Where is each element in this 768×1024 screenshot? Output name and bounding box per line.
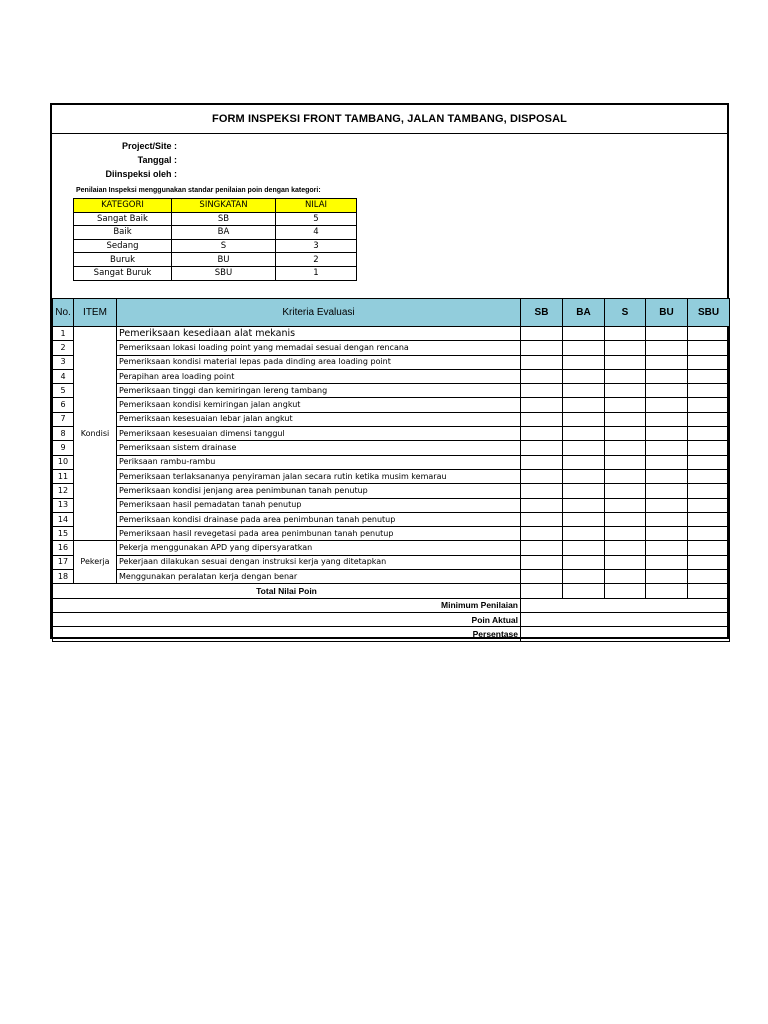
criteria-text: Pemeriksaan hasil pemadatan tanah penutup [117, 498, 521, 512]
s-cell[interactable] [605, 441, 646, 455]
sbu-cell[interactable] [688, 441, 730, 455]
no-header: No. [53, 299, 74, 327]
bu-cell[interactable] [646, 427, 688, 441]
sbu-cell[interactable] [688, 327, 730, 341]
criteria-text: Periksaan rambu-rambu [117, 455, 521, 469]
form-info-section [52, 134, 727, 298]
bu-cell[interactable] [646, 455, 688, 469]
table-row [53, 570, 730, 584]
row-number: 15 [53, 527, 74, 541]
s-cell[interactable] [605, 469, 646, 483]
criteria-text: Pemeriksaan kesesuaian lebar jalan angkut [117, 412, 521, 426]
bu-cell[interactable] [646, 398, 688, 412]
bu-cell[interactable] [646, 484, 688, 498]
sbu-cell[interactable] [688, 398, 730, 412]
ba-cell[interactable] [563, 512, 605, 526]
criteria-text: Pemeriksaan terlaksananya penyiraman jalan secara rutin ketika musim kemarau [117, 469, 521, 483]
ba-cell[interactable] [563, 541, 605, 555]
category-name: Sangat Baik [74, 212, 172, 226]
criteria-text: Pemeriksaan kondisi jenjang area penimbunan tanah penutup [117, 484, 521, 498]
table-row [53, 412, 730, 426]
s-cell[interactable] [605, 484, 646, 498]
s-cell[interactable] [605, 355, 646, 369]
category-abbr: BA [172, 226, 276, 240]
bu-cell[interactable] [646, 555, 688, 569]
s-cell[interactable] [605, 455, 646, 469]
persentase-row [53, 627, 730, 641]
category-row [74, 226, 357, 240]
persentase-label: Persentase [53, 627, 521, 641]
sb-total-cell[interactable] [521, 584, 563, 598]
sb-cell[interactable] [521, 498, 563, 512]
s-cell[interactable] [605, 341, 646, 355]
row-number: 6 [53, 398, 74, 412]
category-value: 5 [276, 212, 357, 226]
ba-cell[interactable] [563, 398, 605, 412]
sb-cell[interactable] [521, 398, 563, 412]
sbu-cell[interactable] [688, 555, 730, 569]
sb-cell[interactable] [521, 327, 563, 341]
abbreviation-header: SINGKATAN [172, 199, 276, 213]
bu-header: BU [646, 299, 688, 327]
ba-cell[interactable] [563, 469, 605, 483]
criteria-text: Pemeriksaan kesediaan alat mekanis [117, 327, 521, 341]
category-header: KATEGORI [74, 199, 172, 213]
evaluation-table [52, 298, 730, 642]
sb-cell[interactable] [521, 427, 563, 441]
table-row [53, 555, 730, 569]
sbu-cell[interactable] [688, 527, 730, 541]
kriteria-header: Kriteria Evaluasi [117, 299, 521, 327]
total-row [53, 584, 730, 598]
sb-cell[interactable] [521, 512, 563, 526]
bu-cell[interactable] [646, 412, 688, 426]
minimum-row [53, 598, 730, 612]
category-abbr: SBU [172, 266, 276, 280]
sb-cell[interactable] [521, 541, 563, 555]
category-row [74, 266, 357, 280]
bu-cell[interactable] [646, 441, 688, 455]
sb-cell[interactable] [521, 469, 563, 483]
category-row [74, 239, 357, 253]
row-number: 12 [53, 484, 74, 498]
bu-cell[interactable] [646, 469, 688, 483]
sbu-cell[interactable] [688, 498, 730, 512]
sbu-cell[interactable] [688, 455, 730, 469]
s-cell[interactable] [605, 369, 646, 383]
row-number: 18 [53, 570, 74, 584]
ba-cell[interactable] [563, 412, 605, 426]
row-number: 10 [53, 455, 74, 469]
category-row [74, 253, 357, 267]
criteria-text: Pemeriksaan hasil revegetasi pada area penimbunan tanah penutup [117, 527, 521, 541]
category-name: Baik [74, 226, 172, 240]
s-cell[interactable] [605, 427, 646, 441]
sbu-cell[interactable] [688, 469, 730, 483]
category-name: Sedang [74, 239, 172, 253]
s-cell[interactable] [605, 398, 646, 412]
table-row [53, 384, 730, 398]
s-cell[interactable] [605, 541, 646, 555]
bu-cell[interactable] [646, 512, 688, 526]
value-header: NILAI [276, 199, 357, 213]
table-row [53, 427, 730, 441]
sb-cell[interactable] [521, 384, 563, 398]
sb-header: SB [521, 299, 563, 327]
sbu-cell[interactable] [688, 570, 730, 584]
bu-total-cell[interactable] [646, 584, 688, 598]
poin-aktual-value-cell[interactable] [521, 612, 730, 626]
bu-cell[interactable] [646, 541, 688, 555]
s-cell[interactable] [605, 498, 646, 512]
table-row [53, 341, 730, 355]
table-row [53, 484, 730, 498]
ba-cell[interactable] [563, 555, 605, 569]
sb-cell[interactable] [521, 412, 563, 426]
table-row [53, 541, 730, 555]
sbu-cell[interactable] [688, 412, 730, 426]
criteria-text: Menggunakan peralatan kerja dengan benar [117, 570, 521, 584]
sb-cell[interactable] [521, 441, 563, 455]
sbu-cell[interactable] [688, 369, 730, 383]
ba-cell[interactable] [563, 527, 605, 541]
ba-cell[interactable] [563, 484, 605, 498]
ba-cell[interactable] [563, 570, 605, 584]
ba-cell[interactable] [563, 427, 605, 441]
minimum-value-cell[interactable] [521, 598, 730, 612]
criteria-text: Pemeriksaan tinggi dan kemiringan lereng tambang [117, 384, 521, 398]
ba-cell[interactable] [563, 327, 605, 341]
diinspeksi-oleh-label: Diinspeksi oleh : [105, 169, 177, 179]
sbu-cell[interactable] [688, 384, 730, 398]
criteria-text: Pekerja menggunakan APD yang dipersyaratkan [117, 541, 521, 555]
row-number: 11 [53, 469, 74, 483]
item-group-pekerja: Pekerja [74, 541, 117, 584]
category-name: Sangat Buruk [74, 266, 172, 280]
sb-cell[interactable] [521, 555, 563, 569]
category-abbr: S [172, 239, 276, 253]
total-label: Total Nilai Poin [53, 584, 521, 598]
row-number: 3 [53, 355, 74, 369]
row-number: 14 [53, 512, 74, 526]
sbu-total-cell[interactable] [688, 584, 730, 598]
sb-cell[interactable] [521, 527, 563, 541]
ba-cell[interactable] [563, 355, 605, 369]
sb-cell[interactable] [521, 570, 563, 584]
ba-cell[interactable] [563, 441, 605, 455]
table-row [53, 327, 730, 341]
s-cell[interactable] [605, 384, 646, 398]
bu-cell[interactable] [646, 527, 688, 541]
bu-cell[interactable] [646, 384, 688, 398]
table-row [53, 498, 730, 512]
criteria-text: Pemeriksaan kesesuaian dimensi tanggul [117, 427, 521, 441]
sb-cell[interactable] [521, 484, 563, 498]
sb-cell[interactable] [521, 341, 563, 355]
bu-cell[interactable] [646, 341, 688, 355]
poin-row [53, 612, 730, 626]
table-row [53, 527, 730, 541]
criteria-text: Pemeriksaan kondisi material lepas pada dinding area loading point [117, 355, 521, 369]
table-row [53, 512, 730, 526]
s-cell[interactable] [605, 555, 646, 569]
category-value: 4 [276, 226, 357, 240]
item-group-kondisi: Kondisi [74, 327, 117, 541]
row-number: 16 [53, 541, 74, 555]
sb-cell[interactable] [521, 355, 563, 369]
ba-header: BA [563, 299, 605, 327]
sb-cell[interactable] [521, 369, 563, 383]
criteria-text: Pemeriksaan sistem drainase [117, 441, 521, 455]
row-number: 9 [53, 441, 74, 455]
criteria-text: Perapihan area loading point [117, 369, 521, 383]
evaluation-header-row [53, 299, 730, 327]
ba-cell[interactable] [563, 455, 605, 469]
category-note: Penilaian Inspeksi menggunakan standar penilaian poin dengan kategori: [76, 187, 321, 194]
criteria-text: Pemeriksaan kondisi drainase pada area penimbunan tanah penutup [117, 512, 521, 526]
criteria-text: Pekerjaan dilakukan sesuai dengan instruksi kerja yang ditetapkan [117, 555, 521, 569]
bu-cell[interactable] [646, 355, 688, 369]
s-cell[interactable] [605, 570, 646, 584]
category-table [73, 198, 357, 281]
criteria-text: Pemeriksaan kondisi kemiringan jalan angkut [117, 398, 521, 412]
tanggal-label: Tanggal : [137, 155, 177, 165]
s-cell[interactable] [605, 512, 646, 526]
category-abbr: BU [172, 253, 276, 267]
row-number: 2 [53, 341, 74, 355]
bu-cell[interactable] [646, 327, 688, 341]
poin-aktual-label: Poin Aktual [53, 612, 521, 626]
row-number: 17 [53, 555, 74, 569]
ba-cell[interactable] [563, 384, 605, 398]
row-number: 4 [53, 369, 74, 383]
bu-cell[interactable] [646, 570, 688, 584]
sbu-cell[interactable] [688, 512, 730, 526]
s-header: S [605, 299, 646, 327]
sbu-header: SBU [688, 299, 730, 327]
category-name: Buruk [74, 253, 172, 267]
bu-cell[interactable] [646, 498, 688, 512]
s-total-cell[interactable] [605, 584, 646, 598]
s-cell[interactable] [605, 412, 646, 426]
table-row [53, 369, 730, 383]
criteria-text: Pemeriksaan lokasi loading point yang memadai sesuai dengan rencana [117, 341, 521, 355]
table-row [53, 469, 730, 483]
ba-cell[interactable] [563, 498, 605, 512]
category-row [74, 212, 357, 226]
row-number: 5 [53, 384, 74, 398]
persentase-value-cell[interactable] [521, 627, 730, 641]
ba-cell[interactable] [563, 369, 605, 383]
bu-cell[interactable] [646, 369, 688, 383]
form-title: FORM INSPEKSI FRONT TAMBANG, JALAN TAMBANG, DISPOSAL [52, 105, 727, 134]
project-site-label: Project/Site : [121, 141, 177, 151]
sbu-cell[interactable] [688, 341, 730, 355]
row-number: 7 [53, 412, 74, 426]
inspection-form [50, 103, 729, 639]
minimum-label: Minimum Penilaian [53, 598, 521, 612]
category-value: 1 [276, 266, 357, 280]
category-value: 3 [276, 239, 357, 253]
table-row [53, 441, 730, 455]
sbu-cell[interactable] [688, 427, 730, 441]
sbu-cell[interactable] [688, 355, 730, 369]
row-number: 13 [53, 498, 74, 512]
category-header-row [74, 199, 357, 213]
item-header: ITEM [74, 299, 117, 327]
category-value: 2 [276, 253, 357, 267]
sbu-cell[interactable] [688, 541, 730, 555]
table-row [53, 355, 730, 369]
s-cell[interactable] [605, 527, 646, 541]
sbu-cell[interactable] [688, 484, 730, 498]
row-number: 8 [53, 427, 74, 441]
row-number: 1 [53, 327, 74, 341]
table-row [53, 455, 730, 469]
s-cell[interactable] [605, 327, 646, 341]
ba-cell[interactable] [563, 341, 605, 355]
table-row [53, 398, 730, 412]
sb-cell[interactable] [521, 455, 563, 469]
ba-total-cell[interactable] [563, 584, 605, 598]
category-abbr: SB [172, 212, 276, 226]
